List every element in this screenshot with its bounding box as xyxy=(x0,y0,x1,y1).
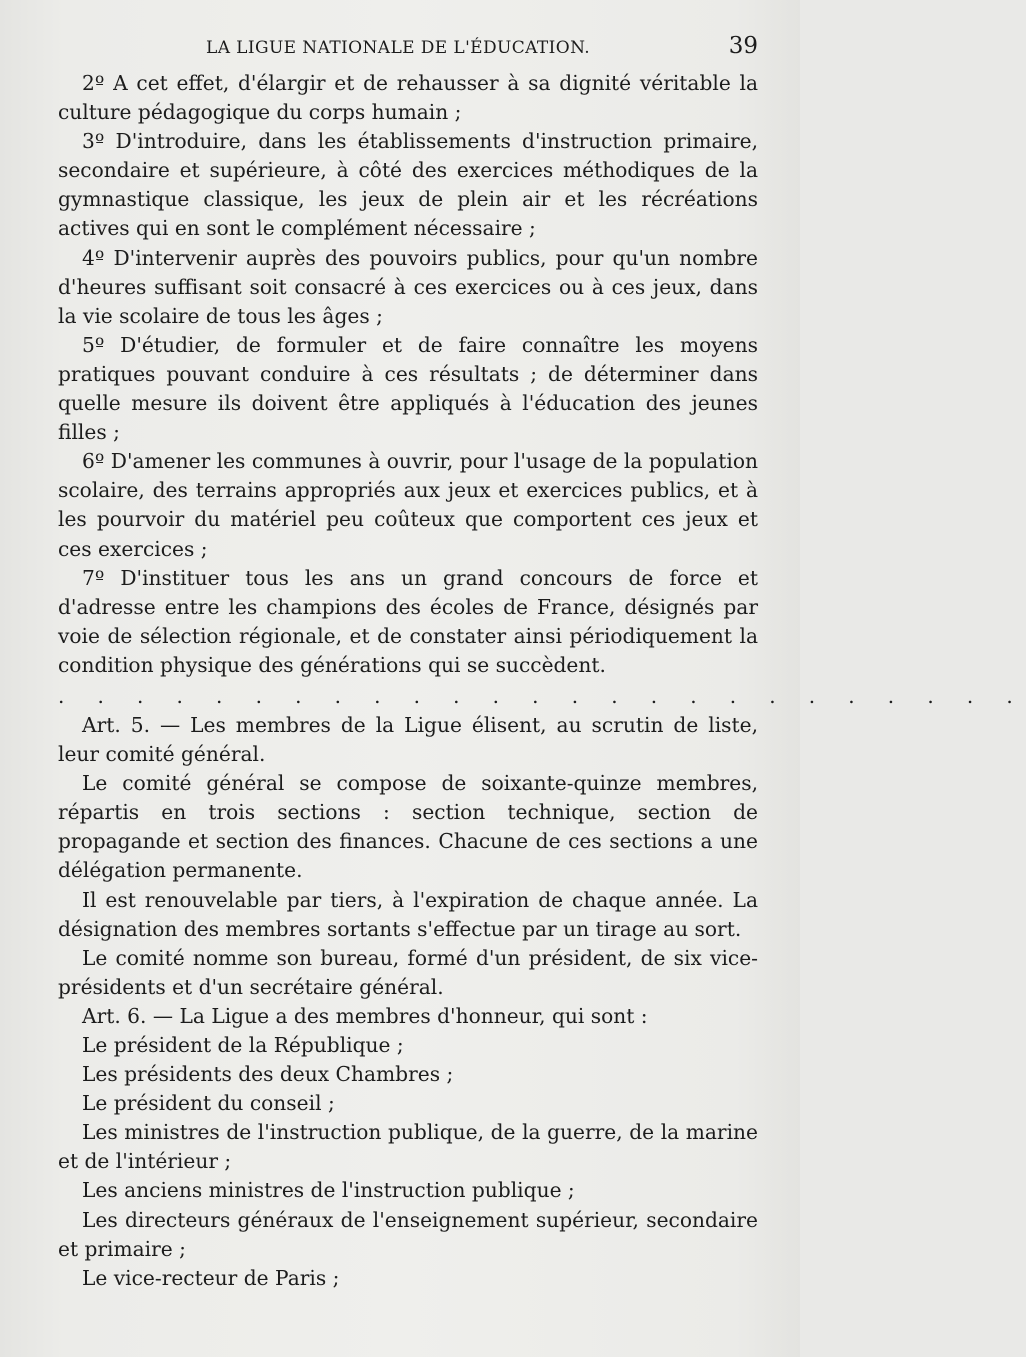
paragraph-objective-5: 5º D'étudier, de formuler et de faire connaître les moyens pratiques pouvant conduire à ces résultats ; de déterminer dans quelle mesure ils doivent être appliqués à l'éducation des jeunes filles ; xyxy=(58,332,758,445)
honorary-member-item: Le président du conseil ; xyxy=(82,1091,335,1116)
article-5: Art. 5. — Les membres de la Ligue élisent, au scrutin de liste, leur comité général. xyxy=(58,712,758,767)
running-head xyxy=(58,0,758,70)
paragraph-committee-composition: Le comité général se compose de soixante-quinze membres, répartis en trois sections : section technique, section de propagande et section des finances. Chacune de ces sections a une délégation permanente. xyxy=(58,771,758,883)
honorary-member-item: Le président de la République ; xyxy=(82,1033,404,1057)
paragraph-objective-2: 2º A cet effet, d'élargir et de rehausser à sa dignité véritable la culture pédagogique du corps humain ; xyxy=(58,71,758,125)
running-head-title: LA LIGUE NATIONALE DE L'ÉDUCATION. xyxy=(206,38,591,58)
paragraph-committee-renewal: Il est renouvelable par tiers, à l'expiration de chaque année. La désignation des membres sortants s'effectue par un tirage au sort. xyxy=(58,887,758,941)
honorary-member-item: Les ministres de l'instruction publique, de la guerre, de la marine et de l'intérieur ; xyxy=(58,1120,758,1174)
body-text xyxy=(58,69,1026,1293)
paragraph-objective-6: 6º D'amener les communes à ouvrir, pour l'usage de la population scolaire, des terrains appropriés aux jeux et exercices publics, et à les pourvoir du matériel peu coûteux que comportent ces jeux et ces exercices ; xyxy=(58,449,758,561)
paragraph-objective-7: 7º D'instituer tous les ans un grand concours de force et d'adresse entre les champions des écoles de France, désignés par voie de sélection régionale, et de constater ainsi périodiquement la condition physique des générations qui se succèdent. xyxy=(58,565,758,677)
page-number: 39 xyxy=(728,33,758,59)
ellipsis-separator: . . . . . . . . . . . . . . . . . . . . . . . . . xyxy=(58,683,1026,708)
honorary-member-item: Le vice-recteur de Paris ; xyxy=(82,1265,340,1290)
honorary-member-item: Les anciens ministres de l'instruction publique ; xyxy=(82,1178,575,1203)
honorary-member-item: Les présidents des deux Chambres ; xyxy=(82,1062,454,1087)
paragraph-committee-bureau: Le comité nomme son bureau, formé d'un président, de six vice-présidents et d'un secrétaire général. xyxy=(58,945,758,999)
honorary-member-item: Les directeurs généraux de l'enseignement supérieur, secondaire et primaire ; xyxy=(58,1207,758,1261)
article-6: Art. 6. — La Ligue a des membres d'honneur, qui sont : xyxy=(82,1003,648,1028)
paragraph-objective-3: 3º D'introduire, dans les établissements d'instruction primaire, secondaire et supérieure, à côté des exercices méthodiques de la gymnastique classique, les jeux de plein air et les récréations actives qui en sont le complément nécessaire ; xyxy=(58,129,758,241)
paragraph-objective-4: 4º D'intervenir auprès des pouvoirs publics, pour qu'un nombre d'heures suffisant soit consacré à ces exercices ou à ces jeux, dans la vie scolaire de tous les âges ; xyxy=(58,245,758,328)
